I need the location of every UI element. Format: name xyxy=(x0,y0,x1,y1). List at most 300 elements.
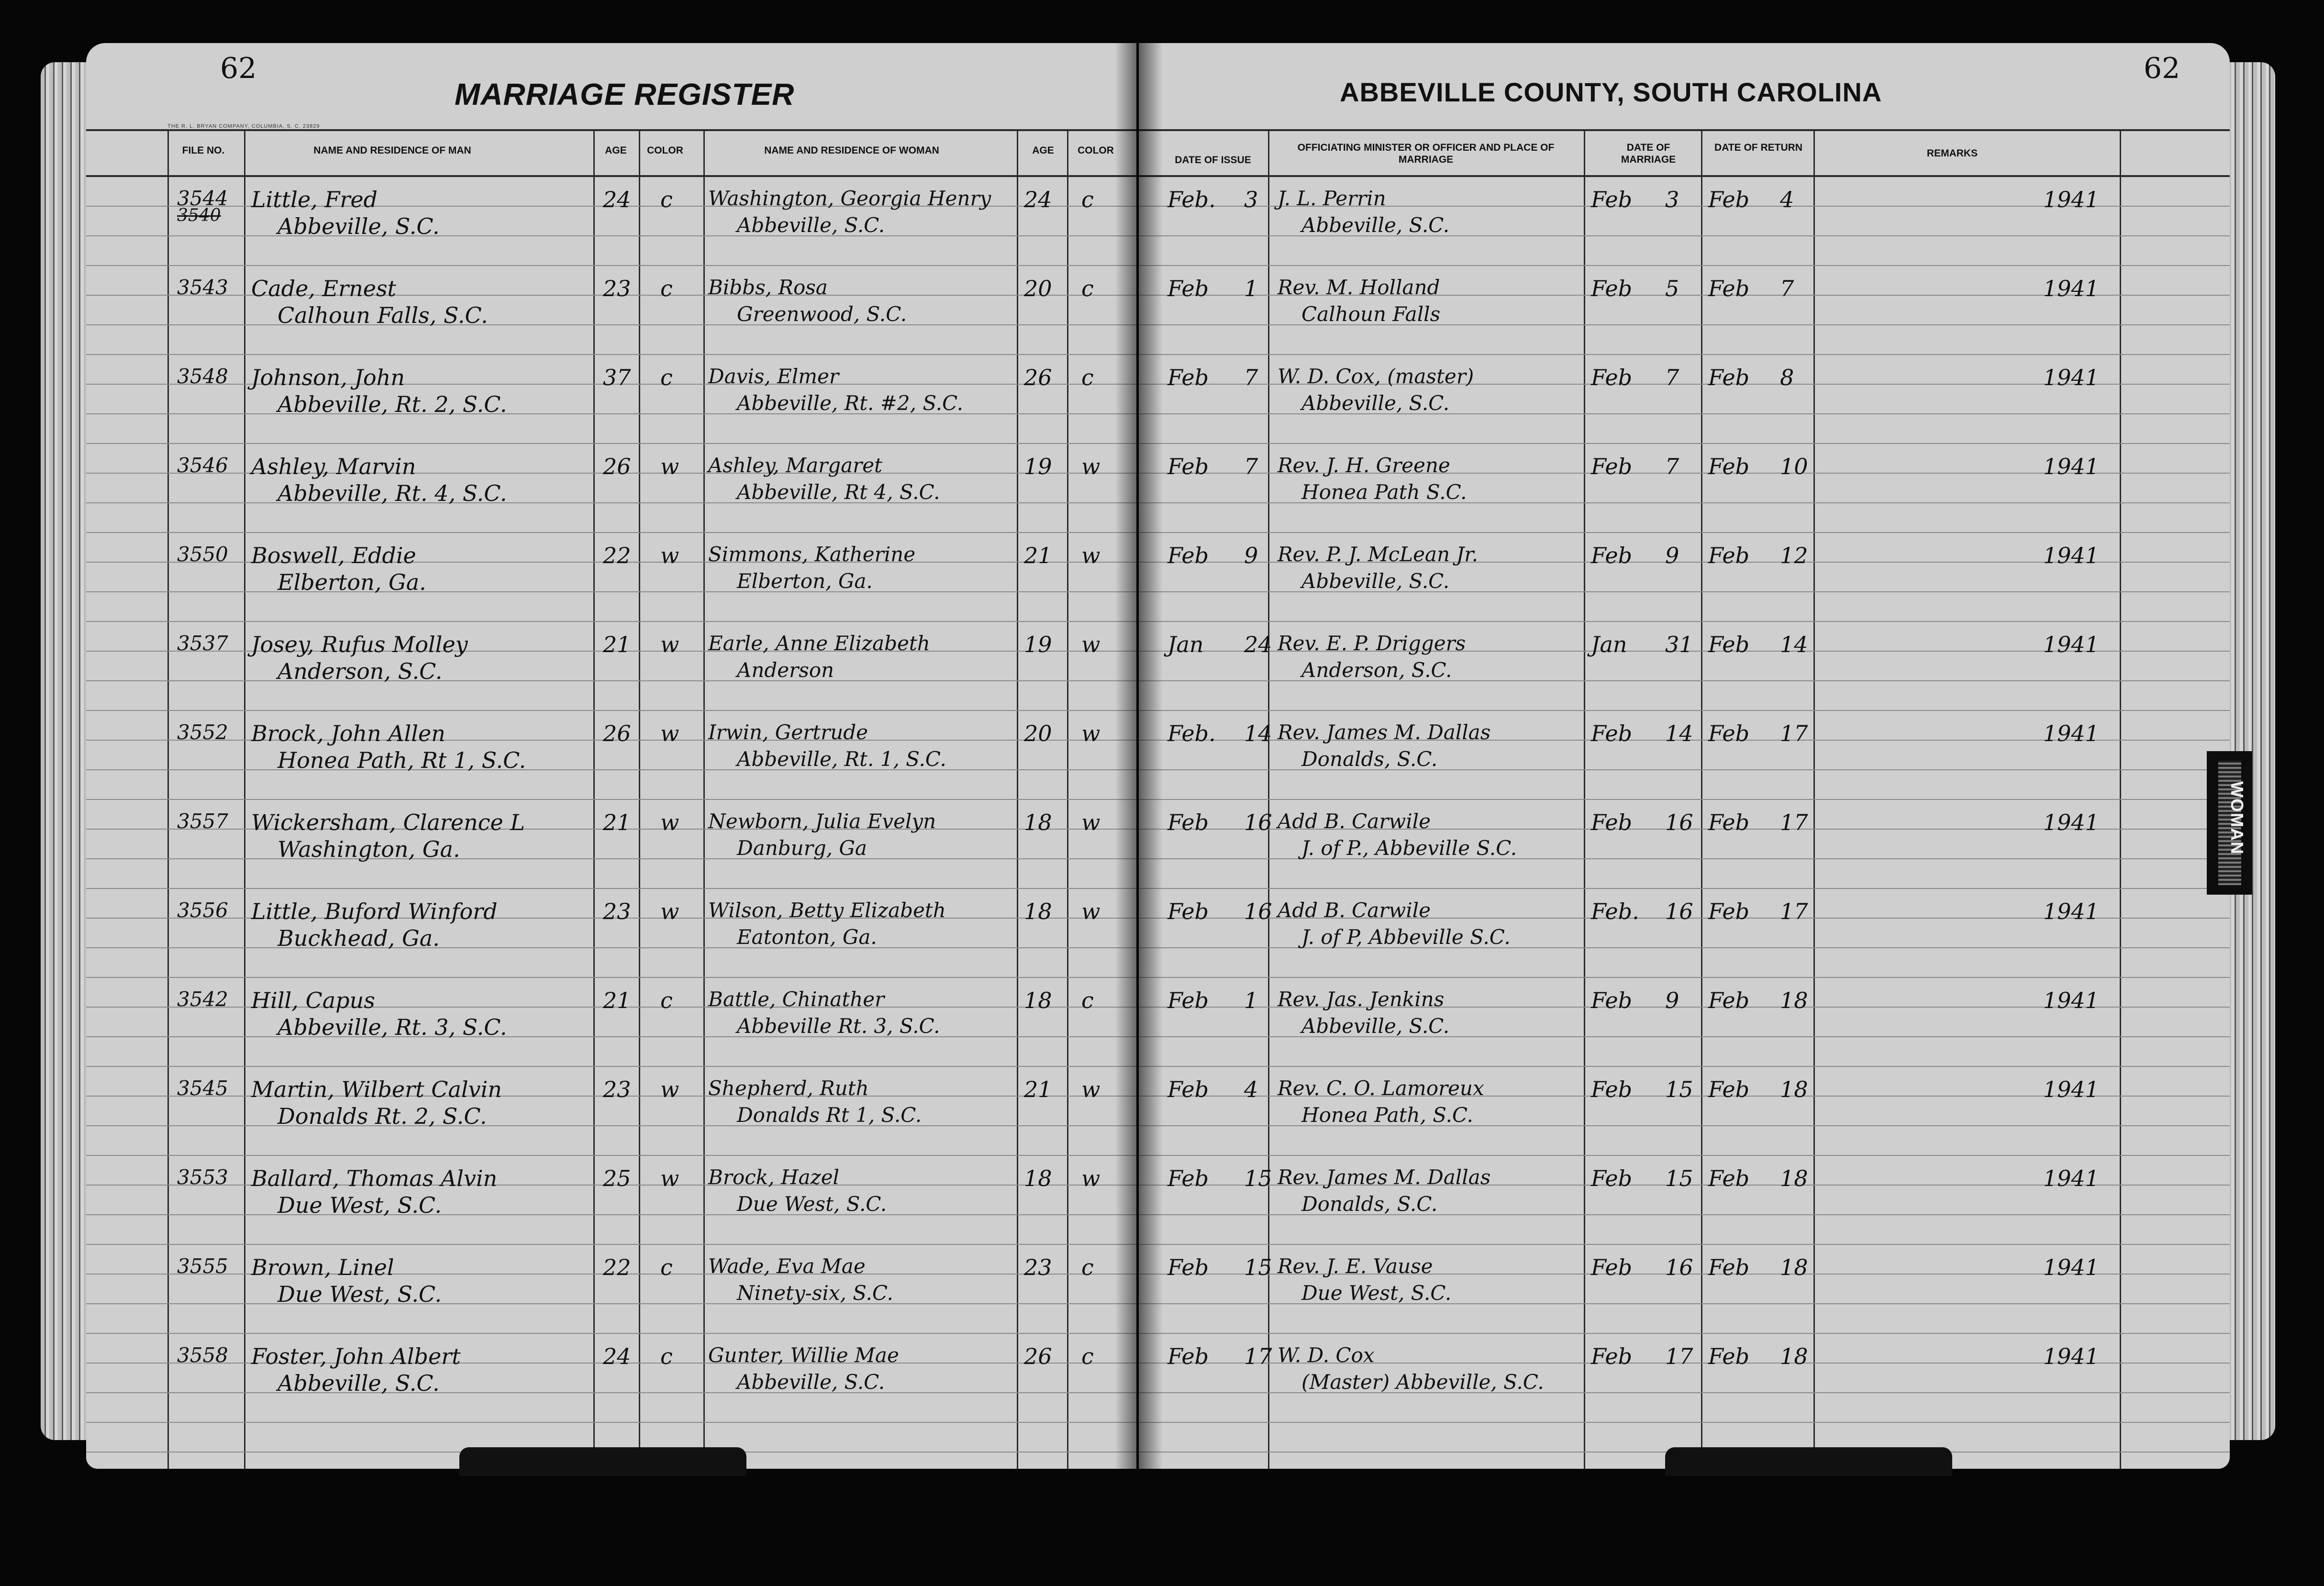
ruled-line xyxy=(86,502,1136,503)
man-name: Wickersham, Clarence L xyxy=(251,810,525,835)
woman-color: w xyxy=(1081,898,1101,924)
man-age: 24 xyxy=(603,1343,631,1369)
issue-day: 4 xyxy=(1244,1076,1258,1102)
ruled-line xyxy=(1139,1155,2230,1156)
man-age: 23 xyxy=(603,276,631,301)
county-title: ABBEVILLE COUNTY, SOUTH CAROLINA xyxy=(1340,77,1882,107)
woman-residence: Eatonton, Ga. xyxy=(737,925,877,949)
ruled-line xyxy=(86,1036,1136,1037)
marriage-day: 7 xyxy=(1665,365,1679,390)
remarks-year: 1941 xyxy=(2043,187,2100,212)
man-residence: Abbeville, Rt. 2, S.C. xyxy=(278,391,507,417)
ruled-line xyxy=(86,1333,1136,1334)
man-color: c xyxy=(660,276,673,301)
ruled-line xyxy=(86,354,1136,355)
woman-residence: Abbeville, S.C. xyxy=(737,1370,885,1394)
marriage-place: Honea Path, S.C. xyxy=(1301,1103,1473,1127)
return-day: 18 xyxy=(1780,1343,1808,1369)
return-month: Feb xyxy=(1708,810,1750,835)
ruled-line xyxy=(86,265,1136,266)
col-date-marriage: DATE OF MARRIAGE xyxy=(1621,142,1676,165)
man-name: Brown, Linel xyxy=(251,1254,394,1280)
minister-name: Rev. James M. Dallas xyxy=(1278,1165,1491,1189)
file-number: 3543 xyxy=(177,276,228,299)
woman-name: Newborn, Julia Evelyn xyxy=(708,810,936,833)
issue-month: Feb. xyxy=(1168,721,1216,746)
col-color: COLOR xyxy=(647,145,683,156)
issue-day: 15 xyxy=(1244,1165,1272,1191)
minister-name: Rev. J. H. Greene xyxy=(1278,454,1450,477)
marriage-place: Donalds, S.C. xyxy=(1301,747,1438,771)
return-day: 17 xyxy=(1780,810,1808,835)
page-edges-left xyxy=(41,62,93,1440)
ruled-line xyxy=(86,888,1136,889)
ruled-line xyxy=(1139,1244,2230,1245)
marriage-month: Feb xyxy=(1591,454,1633,479)
ruled-line xyxy=(1139,354,2230,355)
page-number-right: 62 xyxy=(2144,52,2180,85)
file-number: 3544 xyxy=(177,187,228,210)
issue-month: Feb xyxy=(1168,1343,1209,1369)
woman-age: 26 xyxy=(1024,365,1052,390)
issue-day: 16 xyxy=(1244,810,1272,835)
ruled-line xyxy=(86,858,1136,859)
man-color: w xyxy=(660,721,679,746)
marriage-place: Abbeville, S.C. xyxy=(1301,569,1450,593)
header-top-rule-right xyxy=(1139,129,2230,131)
issue-month: Feb xyxy=(1168,543,1209,568)
return-day: 12 xyxy=(1780,543,1808,568)
woman-residence: Ninety-six, S.C. xyxy=(737,1281,893,1305)
ruled-line xyxy=(86,443,1136,444)
ruled-line xyxy=(1139,443,2230,444)
file-number: 3542 xyxy=(177,987,228,1011)
bottom-tab-right xyxy=(1665,1447,1952,1476)
ruled-line xyxy=(86,621,1136,622)
remarks-year: 1941 xyxy=(2043,898,2100,924)
return-month: Feb xyxy=(1708,454,1750,479)
man-residence: Donalds Rt. 2, S.C. xyxy=(278,1103,487,1129)
woman-residence: Danburg, Ga xyxy=(737,836,867,860)
ruled-line xyxy=(86,413,1136,414)
col-color-woman: COLOR xyxy=(1078,145,1114,156)
woman-color: w xyxy=(1081,1076,1101,1102)
return-month: Feb xyxy=(1708,365,1750,390)
man-age: 22 xyxy=(603,543,631,568)
woman-color: c xyxy=(1081,276,1094,301)
issue-day: 16 xyxy=(1244,898,1272,924)
man-residence: Abbeville, S.C. xyxy=(278,1370,440,1396)
woman-age: 18 xyxy=(1024,987,1052,1013)
marriage-day: 3 xyxy=(1665,187,1679,212)
woman-age: 20 xyxy=(1024,721,1052,746)
file-number: 3556 xyxy=(177,898,228,922)
ruled-line xyxy=(86,1303,1136,1304)
marriage-place: Calhoun Falls xyxy=(1301,302,1441,326)
col-age: AGE xyxy=(605,145,627,156)
bottom-tab-left xyxy=(459,1447,746,1476)
minister-name: Add B. Carwile xyxy=(1278,810,1431,833)
file-number: 3553 xyxy=(177,1165,228,1189)
file-number-struck: 3540 xyxy=(177,206,221,225)
register-book xyxy=(86,43,2230,1507)
man-name: Brock, John Allen xyxy=(251,721,445,746)
minister-name: J. L. Perrin xyxy=(1278,187,1386,210)
marriage-place: J. of P, Abbeville S.C. xyxy=(1301,925,1511,949)
ruled-line xyxy=(86,1244,1136,1245)
return-month: Feb xyxy=(1708,632,1750,657)
marriage-place: Abbeville, S.C. xyxy=(1301,213,1450,237)
ruled-line xyxy=(86,1155,1136,1156)
minister-name: W. D. Cox, (master) xyxy=(1278,365,1474,388)
issue-month: Jan xyxy=(1168,632,1204,657)
issue-month: Feb xyxy=(1168,1254,1209,1280)
man-age: 21 xyxy=(603,810,631,835)
marriage-day: 7 xyxy=(1665,454,1679,479)
marriage-day: 15 xyxy=(1665,1165,1693,1191)
file-number: 3558 xyxy=(177,1343,228,1367)
woman-age: 26 xyxy=(1024,1343,1052,1369)
man-name: Johnson, John xyxy=(251,365,405,390)
woman-residence: Abbeville, Rt. 1, S.C. xyxy=(737,747,946,771)
woman-name: Brock, Hazel xyxy=(708,1165,839,1189)
marriage-month: Feb xyxy=(1591,276,1633,301)
marriage-month: Feb xyxy=(1591,1165,1633,1191)
woman-name: Washington, Georgia Henry xyxy=(708,187,991,210)
minister-name: Rev. P. J. McLean Jr. xyxy=(1278,543,1479,566)
man-residence: Honea Path, Rt 1, S.C. xyxy=(278,747,526,773)
issue-day: 24 xyxy=(1244,632,1272,657)
return-day: 14 xyxy=(1780,632,1808,657)
ruled-line xyxy=(1139,710,2230,711)
man-residence: Abbeville, Rt. 3, S.C. xyxy=(278,1014,507,1040)
page-number-left: 62 xyxy=(220,52,257,85)
woman-color: c xyxy=(1081,187,1094,212)
man-residence: Buckhead, Ga. xyxy=(278,925,440,951)
marriage-place: Anderson, S.C. xyxy=(1301,658,1452,682)
man-color: c xyxy=(660,987,673,1013)
return-day: 18 xyxy=(1780,1254,1808,1280)
man-name: Cade, Ernest xyxy=(251,276,397,301)
woman-name: Ashley, Margaret xyxy=(708,454,882,477)
marriage-day: 5 xyxy=(1665,276,1679,301)
return-month: Feb xyxy=(1708,1076,1750,1102)
book-gutter xyxy=(1115,43,1163,1469)
remarks-year: 1941 xyxy=(2043,810,2100,835)
marriage-month: Feb xyxy=(1591,721,1633,746)
remarks-year: 1941 xyxy=(2043,1343,2100,1369)
file-number: 3557 xyxy=(177,810,228,833)
minister-name: Rev. J. E. Vause xyxy=(1278,1254,1433,1278)
woman-color: w xyxy=(1081,721,1101,746)
woman-residence: Elberton, Ga. xyxy=(737,569,873,593)
marriage-place: Donalds, S.C. xyxy=(1301,1192,1438,1216)
return-month: Feb xyxy=(1708,1165,1750,1191)
col-age-woman: AGE xyxy=(1032,145,1054,156)
man-residence: Calhoun Falls, S.C. xyxy=(278,302,488,328)
ruled-line xyxy=(86,235,1136,236)
man-color: c xyxy=(660,187,673,212)
issue-day: 7 xyxy=(1244,365,1258,390)
file-number: 3555 xyxy=(177,1254,228,1278)
marriage-day: 17 xyxy=(1665,1343,1693,1369)
man-color: w xyxy=(660,543,679,568)
woman-age: 21 xyxy=(1024,1076,1052,1102)
col-file-no: FILE NO. xyxy=(182,145,225,156)
col-man: NAME AND RESIDENCE OF MAN xyxy=(313,145,471,156)
man-color: c xyxy=(660,1343,673,1369)
woman-name: Irwin, Gertrude xyxy=(708,721,868,744)
man-age: 23 xyxy=(603,898,631,924)
marriage-month: Feb xyxy=(1591,187,1633,212)
woman-color: w xyxy=(1081,632,1101,657)
woman-age: 19 xyxy=(1024,632,1052,657)
return-day: 17 xyxy=(1780,898,1808,924)
issue-day: 9 xyxy=(1244,543,1258,568)
return-day: 4 xyxy=(1780,187,1794,212)
marriage-place: Due West, S.C. xyxy=(1301,1281,1452,1305)
marriage-day: 9 xyxy=(1665,987,1679,1013)
ruled-line xyxy=(86,532,1136,533)
ruled-line xyxy=(86,710,1136,711)
col-minister: OFFICIATING MINISTER OR OFFICER AND PLACE OF MARRIAGE xyxy=(1297,142,1555,165)
woman-age: 20 xyxy=(1024,276,1052,301)
return-month: Feb xyxy=(1708,1254,1750,1280)
ruled-line xyxy=(86,1066,1136,1067)
register-title: MARRIAGE REGISTER xyxy=(455,77,795,111)
man-age: 26 xyxy=(603,454,631,479)
ruled-line xyxy=(1139,799,2230,800)
woman-color: c xyxy=(1081,1254,1094,1280)
return-month: Feb xyxy=(1708,898,1750,924)
woman-age: 18 xyxy=(1024,810,1052,835)
woman-age: 23 xyxy=(1024,1254,1052,1280)
marriage-place: Abbeville, S.C. xyxy=(1301,391,1450,415)
remarks-year: 1941 xyxy=(2043,365,2100,390)
marriage-place: J. of P., Abbeville S.C. xyxy=(1301,836,1517,860)
woman-name: Davis, Elmer xyxy=(708,365,839,388)
man-name: Little, Fred xyxy=(251,187,378,212)
return-day: 17 xyxy=(1780,721,1808,746)
marriage-day: 15 xyxy=(1665,1076,1693,1102)
remarks-year: 1941 xyxy=(2043,1076,2100,1102)
woman-name: Simmons, Katherine xyxy=(708,543,916,566)
ruled-line xyxy=(86,1392,1136,1393)
remarks-year: 1941 xyxy=(2043,454,2100,479)
man-color: w xyxy=(660,1076,679,1102)
return-day: 18 xyxy=(1780,987,1808,1013)
woman-color: c xyxy=(1081,365,1094,390)
issue-month: Feb xyxy=(1168,898,1209,924)
woman-residence: Donalds Rt 1, S.C. xyxy=(737,1103,922,1127)
minister-name: Rev. C. O. Lamoreux xyxy=(1278,1076,1484,1100)
right-page xyxy=(1139,43,2230,1469)
return-day: 10 xyxy=(1780,454,1808,479)
marriage-month: Feb xyxy=(1591,1343,1633,1369)
man-name: Ballard, Thomas Alvin xyxy=(251,1165,498,1191)
marriage-month: Feb xyxy=(1591,987,1633,1013)
man-name: Little, Buford Winford xyxy=(251,898,498,924)
file-number: 3550 xyxy=(177,543,228,566)
woman-residence: Due West, S.C. xyxy=(737,1192,887,1216)
man-age: 24 xyxy=(603,187,631,212)
return-month: Feb xyxy=(1708,187,1750,212)
ruled-line xyxy=(86,947,1136,948)
marriage-month: Jan xyxy=(1591,632,1627,657)
minister-name: Rev. Jas. Jenkins xyxy=(1278,987,1445,1011)
ruled-line xyxy=(86,1125,1136,1126)
man-residence: Elberton, Ga. xyxy=(278,569,426,595)
file-number: 3546 xyxy=(177,454,228,477)
man-name: Ashley, Marvin xyxy=(251,454,416,479)
woman-name: Wade, Eva Mae xyxy=(708,1254,866,1278)
ruled-line xyxy=(1139,1333,2230,1334)
man-residence: Due West, S.C. xyxy=(278,1192,442,1218)
side-index-tab[interactable] xyxy=(2207,751,2252,895)
return-month: Feb xyxy=(1708,276,1750,301)
man-color: w xyxy=(660,632,679,657)
minister-name: Rev. M. Holland xyxy=(1278,276,1440,299)
remarks-year: 1941 xyxy=(2043,721,2100,746)
marriage-place: (Master) Abbeville, S.C. xyxy=(1301,1370,1544,1394)
ruled-line xyxy=(86,324,1136,325)
issue-day: 7 xyxy=(1244,454,1258,479)
ruled-line xyxy=(1139,621,2230,622)
ruled-line xyxy=(86,769,1136,770)
marriage-month: Feb. xyxy=(1591,898,1639,924)
marriage-month: Feb xyxy=(1591,543,1633,568)
man-age: 21 xyxy=(603,987,631,1013)
col-date-issue: DATE OF ISSUE xyxy=(1175,155,1251,166)
man-name: Foster, John Albert xyxy=(251,1343,461,1369)
ruled-line xyxy=(86,977,1136,978)
woman-name: Earle, Anne Elizabeth xyxy=(708,632,930,655)
left-page xyxy=(86,43,1136,1469)
issue-month: Feb xyxy=(1168,276,1209,301)
side-tab-label: WOMAN xyxy=(2227,781,2247,855)
col-remarks: REMARKS xyxy=(1926,148,1978,159)
file-number: 3552 xyxy=(177,721,228,744)
issue-day: 15 xyxy=(1244,1254,1272,1280)
marriage-day: 16 xyxy=(1665,810,1693,835)
man-age: 25 xyxy=(603,1165,631,1191)
woman-color: w xyxy=(1081,810,1101,835)
man-color: w xyxy=(660,454,679,479)
return-day: 18 xyxy=(1780,1165,1808,1191)
minister-name: Add B. Carwile xyxy=(1278,898,1431,922)
ruled-line xyxy=(86,591,1136,592)
remarks-year: 1941 xyxy=(2043,632,2100,657)
woman-name: Shepherd, Ruth xyxy=(708,1076,869,1100)
woman-name: Wilson, Betty Elizabeth xyxy=(708,898,946,922)
ruled-line xyxy=(1139,532,2230,533)
woman-residence: Abbeville, Rt. #2, S.C. xyxy=(737,391,963,415)
issue-month: Feb xyxy=(1168,1165,1209,1191)
woman-color: c xyxy=(1081,987,1094,1013)
man-age: 26 xyxy=(603,721,631,746)
return-month: Feb xyxy=(1708,1343,1750,1369)
man-color: w xyxy=(660,810,679,835)
issue-day: 14 xyxy=(1244,721,1272,746)
marriage-day: 16 xyxy=(1665,898,1693,924)
return-day: 18 xyxy=(1780,1076,1808,1102)
marriage-day: 9 xyxy=(1665,543,1679,568)
woman-name: Battle, Chinather xyxy=(708,987,885,1011)
issue-day: 1 xyxy=(1244,276,1258,301)
woman-color: w xyxy=(1081,1165,1101,1191)
man-color: w xyxy=(660,898,679,924)
man-name: Josey, Rufus Molley xyxy=(251,632,468,657)
marriage-day: 14 xyxy=(1665,721,1693,746)
ruled-line xyxy=(86,799,1136,800)
return-day: 8 xyxy=(1780,365,1794,390)
minister-name: W. D. Cox xyxy=(1278,1343,1375,1367)
man-age: 21 xyxy=(603,632,631,657)
man-name: Boswell, Eddie xyxy=(251,543,416,568)
return-day: 7 xyxy=(1780,276,1794,301)
man-name: Hill, Capus xyxy=(251,987,375,1013)
man-residence: Anderson, S.C. xyxy=(278,658,443,684)
marriage-month: Feb xyxy=(1591,365,1633,390)
man-color: c xyxy=(660,1254,673,1280)
ruled-line xyxy=(1139,1422,2230,1423)
return-month: Feb xyxy=(1708,721,1750,746)
marriage-day: 31 xyxy=(1665,632,1693,657)
man-age: 37 xyxy=(603,365,631,390)
woman-age: 21 xyxy=(1024,543,1052,568)
woman-residence: Abbeville Rt. 3, S.C. xyxy=(737,1014,940,1038)
remarks-year: 1941 xyxy=(2043,1165,2100,1191)
file-number: 3548 xyxy=(177,365,228,388)
ruled-line xyxy=(86,1422,1136,1423)
man-color: c xyxy=(660,365,673,390)
issue-day: 17 xyxy=(1244,1343,1272,1369)
man-residence: Abbeville, S.C. xyxy=(278,213,440,239)
woman-residence: Abbeville, S.C. xyxy=(737,213,885,237)
issue-day: 3 xyxy=(1244,187,1258,212)
issue-month: Feb xyxy=(1168,810,1209,835)
woman-age: 18 xyxy=(1024,898,1052,924)
woman-age: 18 xyxy=(1024,1165,1052,1191)
remarks-year: 1941 xyxy=(2043,276,2100,301)
man-name: Martin, Wilbert Calvin xyxy=(251,1076,502,1102)
printer-imprint: THE R. L. BRYAN COMPANY, COLUMBIA, S. C. 23829 xyxy=(167,123,320,129)
issue-month: Feb xyxy=(1168,1076,1209,1102)
ruled-line xyxy=(1139,265,2230,266)
minister-name: Rev. E. P. Driggers xyxy=(1278,632,1466,655)
marriage-month: Feb xyxy=(1591,1254,1633,1280)
man-age: 23 xyxy=(603,1076,631,1102)
ruled-line xyxy=(86,680,1136,681)
man-color: w xyxy=(660,1165,679,1191)
marriage-month: Feb xyxy=(1591,810,1633,835)
marriage-day: 16 xyxy=(1665,1254,1693,1280)
woman-residence: Abbeville, Rt 4, S.C. xyxy=(737,480,940,504)
return-month: Feb xyxy=(1708,543,1750,568)
marriage-place: Abbeville, S.C. xyxy=(1301,1014,1450,1038)
file-number: 3537 xyxy=(177,632,228,655)
file-number: 3545 xyxy=(177,1076,228,1100)
issue-month: Feb xyxy=(1168,987,1209,1013)
issue-month: Feb xyxy=(1168,365,1209,390)
return-month: Feb xyxy=(1708,987,1750,1013)
man-residence: Due West, S.C. xyxy=(278,1281,442,1307)
woman-residence: Anderson xyxy=(737,658,834,682)
man-residence: Abbeville, Rt. 4, S.C. xyxy=(278,480,507,506)
woman-residence: Greenwood, S.C. xyxy=(737,302,907,326)
man-age: 22 xyxy=(603,1254,631,1280)
remarks-year: 1941 xyxy=(2043,543,2100,568)
